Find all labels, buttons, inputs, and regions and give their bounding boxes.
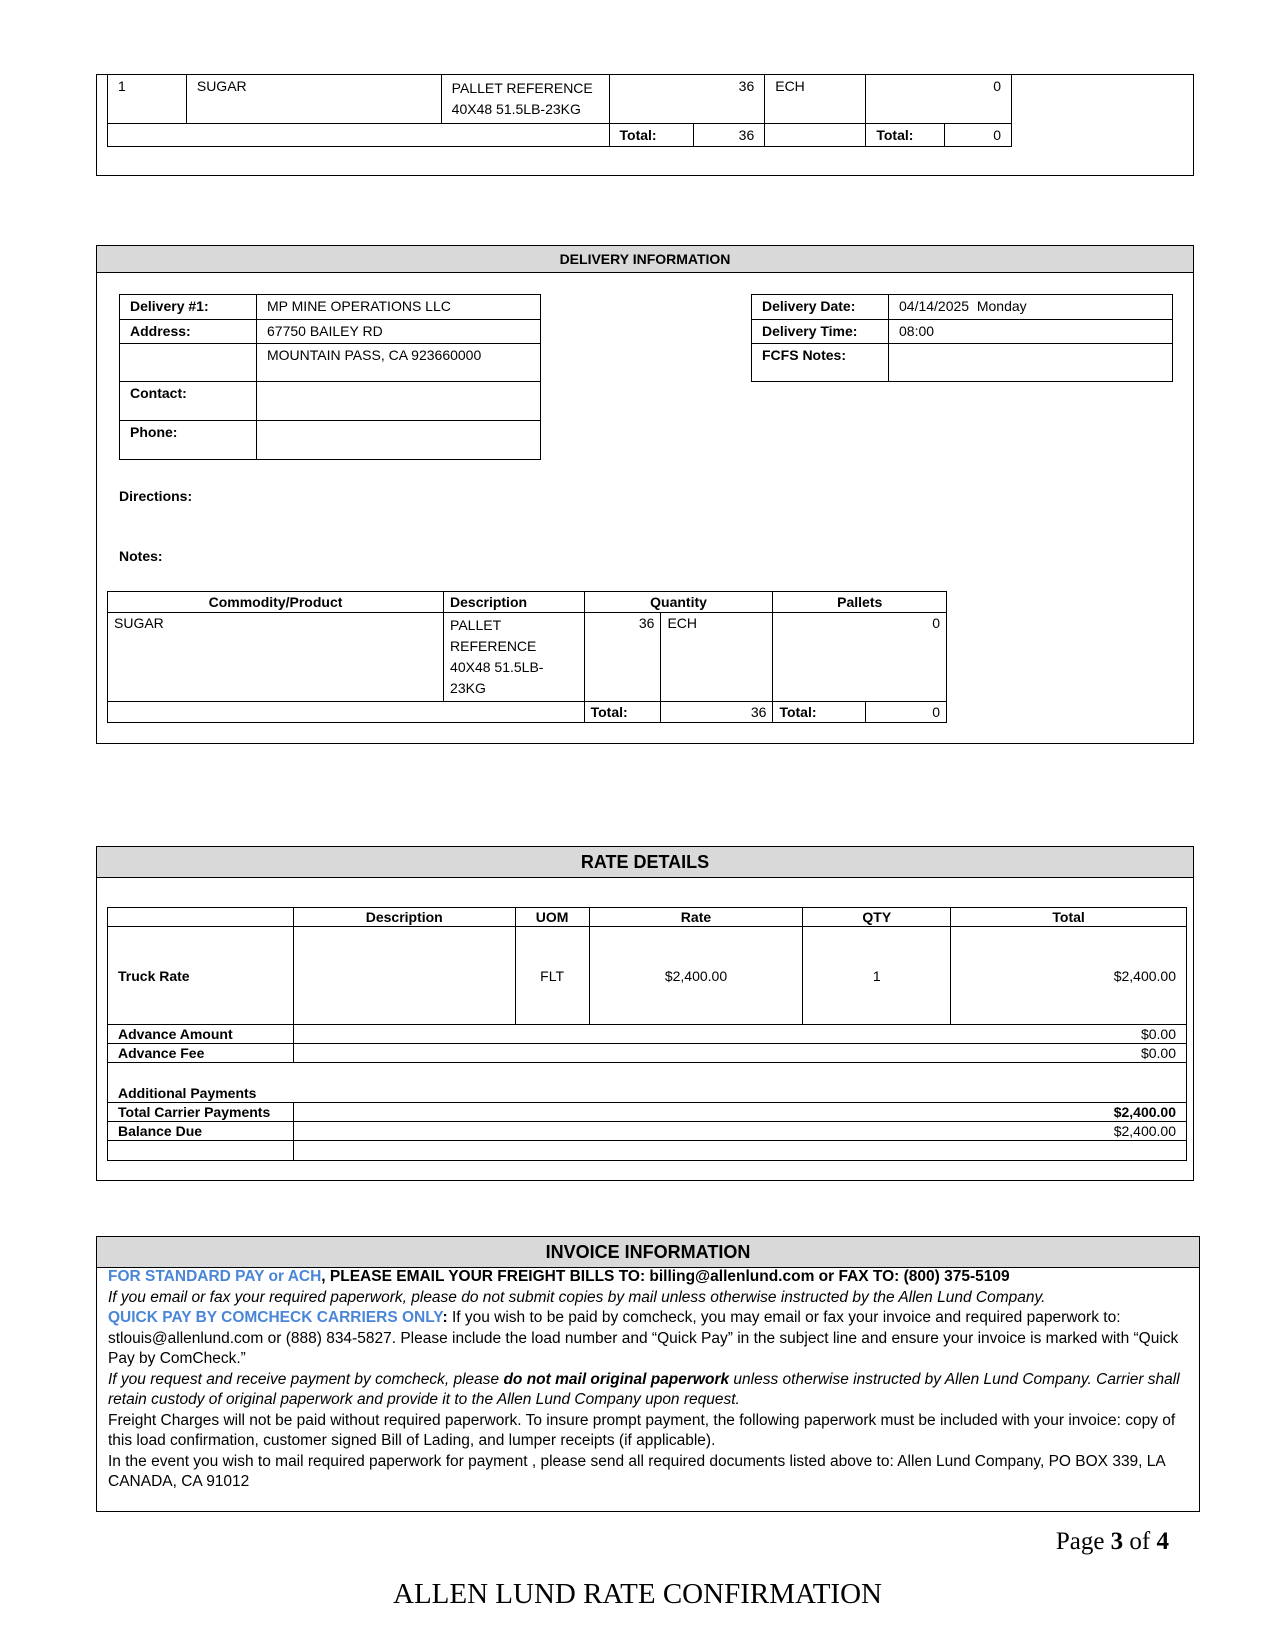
phone-label: Phone: [120, 421, 257, 460]
qty-total: 36 [661, 702, 773, 723]
standard-pay-line [108, 1267, 1190, 1288]
truck-rate-description [293, 927, 515, 1025]
additional-payments-label: Additional Payments [108, 1063, 1187, 1103]
pallets-cell: 0 [773, 613, 947, 702]
pallets-total-label: Total: [866, 124, 945, 147]
balance-due-row [108, 1122, 1187, 1141]
truck-rate-total: $2,400.00 [951, 927, 1187, 1025]
quantity-cell: 36 [584, 613, 661, 702]
qty-total: 36 [694, 124, 765, 147]
page-number: Page 3 of 4 [1055, 1528, 1169, 1555]
truck-rate-qty: 1 [803, 927, 951, 1025]
advance-amount-label: Advance Amount [108, 1025, 294, 1044]
total-header: Total [951, 908, 1187, 927]
description-cell: PALLET REFERENCE 40X48 51.5LB-23KG [444, 613, 585, 702]
do-not-mail-emphasis: do not mail original paperwork [503, 1370, 730, 1388]
quantity-cell: 36 [609, 75, 765, 124]
truck-rate-uom: FLT [515, 927, 589, 1025]
delivery-date-label: Delivery Date: [752, 295, 889, 320]
quick-pay-paragraph: QUICK PAY BY COMCHECK CARRIERS ONLY: If you wish to be paid by comcheck, you may email or fax your invoice and required paperwork to: stlouis@allenlund.com or (888) 834-5827. Please include the load number and “Quick Pay” in the subject line and ensure your invoice is marked with “Quick Pay by ComCheck.” [108, 1309, 1179, 1367]
mail-address-paragraph: In the event you wish to mail required paperwork for payment , please send all required documents listed above to: Allen Lund Company, PO BOX 339, LA CANADA, CA 91012 [108, 1452, 1165, 1490]
pallets-total-label: Total: [773, 702, 865, 723]
notes-label: Notes: [119, 548, 163, 564]
delivery-time-value: 08:00 [889, 320, 1173, 344]
truck-rate-row [108, 927, 1187, 1025]
delivery-label: Delivery #1: [120, 295, 257, 320]
total-carrier-value: $2,400.00 [293, 1103, 1186, 1122]
commodity-header: Commodity/Product [108, 592, 444, 613]
fcfs-notes-label: FCFS Notes: [752, 344, 889, 382]
truck-rate-rate: $2,400.00 [589, 927, 803, 1025]
quick-pay-heading: QUICK PAY BY COMCHECK CARRIERS ONLY [108, 1309, 443, 1326]
advance-fee-row [108, 1044, 1187, 1063]
invoice-instructions [108, 1267, 1190, 1493]
empty-row [108, 1141, 1187, 1161]
pallets-total: 0 [865, 702, 946, 723]
additional-payments-row [108, 1063, 1187, 1103]
table-row [108, 75, 1012, 124]
advance-fee-value: $0.00 [293, 1044, 1186, 1063]
table-row [108, 702, 947, 723]
table-row [108, 124, 1012, 147]
delivery-section [96, 245, 1194, 744]
pickup-items-box [96, 74, 1194, 176]
delivery-value: MP MINE OPERATIONS LLC [257, 295, 541, 320]
document-title: ALLEN LUND RATE CONFIRMATION [393, 1578, 882, 1610]
table-row [108, 613, 947, 702]
fcfs-notes-value [889, 344, 1173, 382]
total-carrier-label: Total Carrier Payments [108, 1103, 294, 1122]
rate-header: Rate [589, 908, 803, 927]
uom-header: UOM [515, 908, 589, 927]
line-number: 1 [108, 75, 187, 124]
delivery-commodity-table [107, 591, 947, 723]
description-cell: PALLET REFERENCE 40X48 51.5LB-23KG [441, 75, 609, 124]
total-pages: 4 [1156, 1528, 1169, 1555]
description-header: Description [444, 592, 585, 613]
current-page: 3 [1110, 1528, 1124, 1555]
rate-details-header: RATE DETAILS [97, 847, 1193, 878]
pallets-header: Pallets [773, 592, 947, 613]
qty-total-label: Total: [609, 124, 694, 147]
rate-details-section [96, 846, 1194, 1181]
table-header-row [108, 592, 947, 613]
delivery-date-value: 04/14/2025 Monday [889, 295, 1173, 320]
freight-charges-paragraph: Freight Charges will not be paid without required paperwork. To insure prompt payment, the following paperwork must be included with your invoice: copy of this load confirmation, customer signed Bill of Lading, and lumper receipts (if applicable). [108, 1411, 1176, 1449]
advance-amount-value: $0.00 [293, 1025, 1186, 1044]
comcheck-mail-paragraph: If you request and receive payment by comcheck, please do not mail original paperwork unless otherwise instructed by Allen Lund Company. Carrier shall retain custody of original paperwork and provide it to the Allen Lund Company upon request. [108, 1370, 1180, 1408]
balance-due-label: Balance Due [108, 1122, 294, 1141]
total-carrier-row [108, 1103, 1187, 1122]
qty-header: QTY [803, 908, 951, 927]
delivery-header: DELIVERY INFORMATION [97, 246, 1193, 273]
address-line2: MOUNTAIN PASS, CA 923660000 [257, 344, 541, 382]
product-cell: SUGAR [186, 75, 441, 124]
pallets-cell: 0 [866, 75, 1012, 124]
description-header: Description [293, 908, 515, 927]
no-mail-note: If you email or fax your required paperwork, please do not submit copies by mail unless otherwise instructed by the Allen Lund Company. [108, 1288, 1046, 1306]
invoice-section [96, 1236, 1200, 1512]
standard-pay-heading: FOR STANDARD PAY or ACH [108, 1268, 322, 1285]
pallets-total: 0 [945, 124, 1012, 147]
rate-table [107, 907, 1187, 1161]
quantity-header: Quantity [584, 592, 773, 613]
quick-pay-text: If you wish to be paid by comcheck, you may email or fax your invoice and required paperwork to: stlouis@allenlund.com or (888) 834-5827. Please include the load number and “Quick Pay” in the subject line and ensure your invoice is marked with “Quick Pay by ComCheck.” [108, 1309, 1179, 1367]
delivery-time-label: Delivery Time: [752, 320, 889, 344]
unit-cell: ECH [765, 75, 866, 124]
unit-cell: ECH [661, 613, 773, 702]
standard-pay-text: , PLEASE EMAIL YOUR FREIGHT BILLS TO: billing@allenlund.com or FAX TO: (800) 375-5109 [321, 1268, 1010, 1285]
delivery-schedule-table [751, 294, 1173, 382]
contact-label: Contact: [120, 382, 257, 421]
advance-fee-label: Advance Fee [108, 1044, 294, 1063]
product-cell: SUGAR [108, 613, 444, 702]
truck-rate-label: Truck Rate [108, 927, 294, 1025]
address-label: Address: [120, 320, 257, 344]
address-line1: 67750 BAILEY RD [257, 320, 541, 344]
qty-total-label: Total: [584, 702, 661, 723]
advance-amount-row [108, 1025, 1187, 1044]
phone-value [257, 421, 541, 460]
directions-label: Directions: [119, 488, 193, 504]
balance-due-value: $2,400.00 [293, 1122, 1186, 1141]
contact-value [257, 382, 541, 421]
table-header-row [108, 908, 1187, 927]
delivery-address-table [119, 294, 541, 460]
invoice-header: INVOICE INFORMATION [97, 1237, 1199, 1268]
pickup-items-table [107, 74, 1012, 147]
